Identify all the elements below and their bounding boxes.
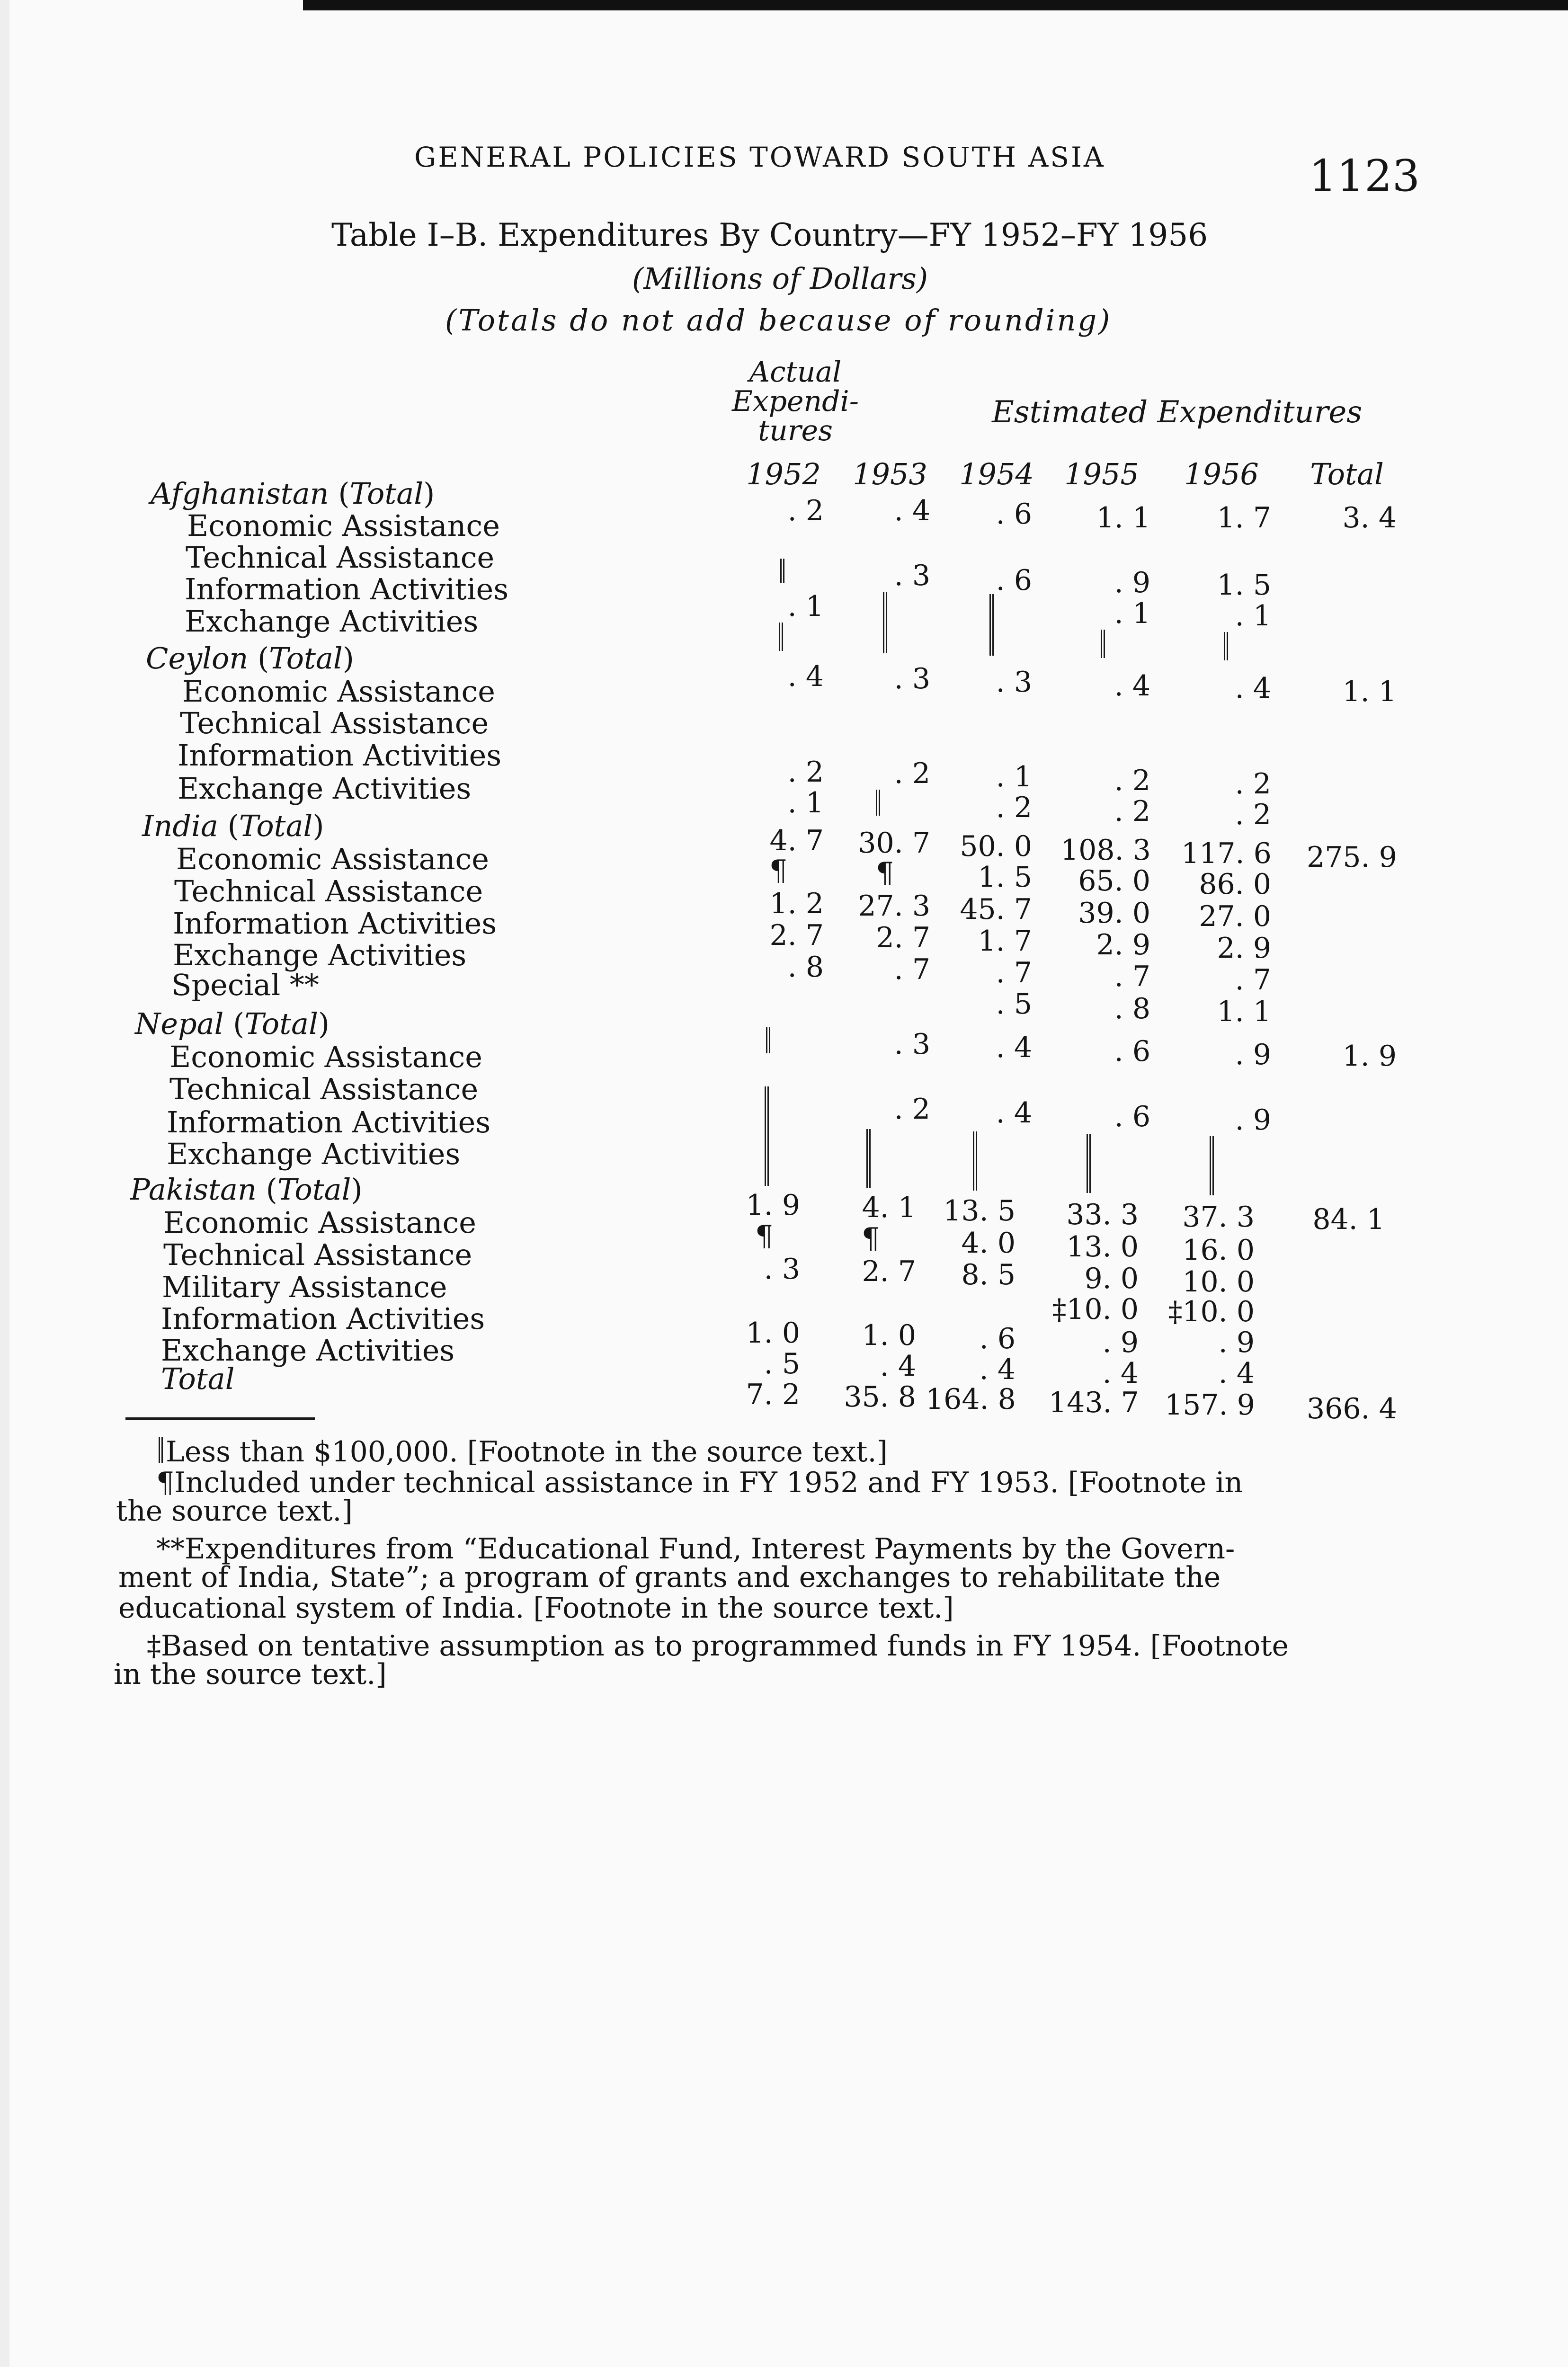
table-cell: . 2 bbox=[1114, 795, 1150, 828]
table-cell: 275. 9 bbox=[1307, 841, 1397, 874]
table-cell: 10. 0 bbox=[1182, 1265, 1255, 1299]
grand-total-label: Total bbox=[161, 1361, 235, 1396]
country-name: Nepal bbox=[135, 1006, 224, 1041]
table-cell: . 1 bbox=[787, 590, 824, 623]
scan-top-edge bbox=[303, 0, 1568, 10]
row-label: Technical Assistance bbox=[186, 540, 495, 575]
table-cell: . 6 bbox=[1114, 1035, 1150, 1068]
table-cell: 1. 5 bbox=[978, 861, 1032, 894]
table-cell: 2. 7 bbox=[876, 921, 930, 954]
pilcrow-marker: ¶ bbox=[755, 1219, 774, 1253]
table-cell: 50. 0 bbox=[960, 830, 1032, 863]
table-cell: 1. 1 bbox=[1342, 675, 1397, 708]
table-cell: 1. 5 bbox=[1217, 569, 1271, 602]
less-than-marker bbox=[883, 592, 887, 653]
table-cell: 9. 0 bbox=[1084, 1262, 1139, 1295]
less-than-marker bbox=[1101, 630, 1105, 658]
table-cell: . 4 bbox=[996, 1031, 1032, 1064]
footnote-line: Included under technical assistance in FY 1952 and FY 1953. [Footnote in bbox=[174, 1466, 1243, 1499]
table-cell: . 6 bbox=[1114, 1100, 1150, 1133]
row-label: Technical Assistance bbox=[169, 1072, 479, 1106]
pilcrow-marker: ¶ bbox=[156, 1466, 175, 1499]
grand-total-cell: 366. 4 bbox=[1307, 1392, 1397, 1425]
country-label: Pakistan (Total) bbox=[130, 1172, 363, 1207]
table-cell: . 9 bbox=[1114, 566, 1150, 599]
scan-left-edge bbox=[0, 0, 9, 2367]
year-header: 1952 bbox=[746, 457, 821, 491]
header-line: Expendi- bbox=[731, 385, 859, 418]
table-cell: 37. 3 bbox=[1182, 1201, 1255, 1234]
table-cell: . 9 bbox=[1102, 1326, 1139, 1359]
less-than-marker bbox=[1210, 1136, 1214, 1195]
grand-total-cell: 7. 2 bbox=[746, 1378, 800, 1411]
table-cell: 117. 6 bbox=[1181, 837, 1272, 870]
table-cell: . 7 bbox=[1114, 960, 1150, 993]
table-cell: . 3 bbox=[996, 666, 1032, 699]
pilcrow-marker: ¶ bbox=[862, 1222, 880, 1255]
header-line: tures bbox=[758, 414, 833, 447]
table-cell: 16. 0 bbox=[1182, 1234, 1255, 1267]
country-name: Afghanistan bbox=[151, 476, 329, 511]
table-cell: 13. 0 bbox=[1066, 1230, 1139, 1264]
actual-expenditures-header bbox=[731, 357, 859, 445]
table-cell: . 1 bbox=[1235, 599, 1271, 632]
table-cell: . 6 bbox=[996, 498, 1032, 531]
less-than-marker bbox=[779, 623, 783, 651]
table-cell: . 4 bbox=[880, 1350, 916, 1383]
table-cell: 1. 2 bbox=[769, 887, 824, 920]
table-cell: . 3 bbox=[764, 1253, 800, 1286]
table-cell: . 1 bbox=[1114, 597, 1150, 630]
table-cell: . 4 bbox=[894, 494, 930, 527]
year-header: 1954 bbox=[959, 457, 1034, 491]
row-label: Exchange Activities bbox=[161, 1333, 455, 1368]
table-cell: . 8 bbox=[1114, 992, 1150, 1025]
row-label: Information Activities bbox=[178, 738, 502, 773]
table-cell: . 5 bbox=[764, 1347, 800, 1380]
footnote-line: the source text.] bbox=[116, 1495, 353, 1528]
table-cell: . 2 bbox=[1235, 798, 1271, 831]
table-cell: . 2 bbox=[787, 494, 824, 527]
country-label: Nepal (Total) bbox=[135, 1006, 330, 1041]
table-cell: . 2 bbox=[1114, 764, 1150, 797]
less-than-marker bbox=[780, 559, 784, 583]
table-cell: . 3 bbox=[894, 559, 930, 592]
total-word: Total bbox=[277, 1172, 351, 1207]
table-cell: 1. 1 bbox=[1217, 995, 1271, 1028]
row-label: Economic Assistance bbox=[169, 1040, 482, 1074]
table-cell: ‡10. 0 bbox=[1052, 1293, 1139, 1326]
year-header: 1955 bbox=[1064, 457, 1139, 491]
less-than-marker bbox=[866, 1129, 871, 1188]
table-cell: 1. 9 bbox=[1342, 1040, 1397, 1073]
footnote-line: in the source text.] bbox=[114, 1658, 387, 1691]
row-label: Information Activities bbox=[167, 1105, 491, 1139]
row-label: Exchange Activities bbox=[185, 604, 479, 639]
grand-total-cell: 164. 8 bbox=[926, 1383, 1016, 1416]
table-cell: 1. 0 bbox=[746, 1317, 800, 1350]
table-cell: . 2 bbox=[894, 1093, 930, 1126]
country-label: India (Total) bbox=[142, 809, 324, 843]
row-label: Exchange Activities bbox=[167, 1137, 461, 1171]
table-cell: 45. 7 bbox=[960, 893, 1032, 926]
footnote-line: educational system of India. [Footnote in the source text.] bbox=[118, 1592, 954, 1625]
row-label: Technical Assistance bbox=[163, 1237, 472, 1272]
country-name: Pakistan bbox=[130, 1172, 257, 1207]
row-label: Exchange Activities bbox=[173, 938, 467, 972]
year-header: Total bbox=[1310, 457, 1384, 491]
table-cell: . 2 bbox=[787, 756, 824, 789]
page-number: 1123 bbox=[1309, 151, 1420, 201]
table-cell: 27. 0 bbox=[1199, 900, 1271, 933]
table-cell: . 4 bbox=[1235, 672, 1271, 705]
table-cell: . 7 bbox=[894, 953, 930, 986]
table-cell: . 5 bbox=[996, 988, 1032, 1021]
country-name: India bbox=[142, 809, 218, 843]
row-label: Information Activities bbox=[173, 906, 497, 941]
table-cell: . 7 bbox=[996, 956, 1032, 989]
less-than-marker bbox=[1224, 632, 1228, 660]
row-label: Technical Assistance bbox=[174, 874, 483, 908]
table-cell: 1. 7 bbox=[1217, 501, 1271, 534]
less-than-marker bbox=[159, 1437, 163, 1463]
table-title: Table I–B. Expenditures By Country—FY 1952–FY 1956 bbox=[331, 217, 1208, 253]
table-cell: 1. 9 bbox=[746, 1189, 800, 1222]
year-header: 1956 bbox=[1184, 457, 1259, 491]
less-than-marker bbox=[765, 1086, 769, 1186]
table-cell: . 3 bbox=[894, 662, 930, 695]
country-name: Ceylon bbox=[146, 641, 249, 676]
table-cell: 1. 0 bbox=[862, 1319, 916, 1352]
table-cell: . 2 bbox=[894, 757, 930, 790]
table-cell: 65. 0 bbox=[1078, 864, 1150, 898]
table-cell: 39. 0 bbox=[1078, 897, 1150, 930]
table-cell: 4. 1 bbox=[862, 1191, 916, 1224]
table-cell: 2. 7 bbox=[769, 919, 824, 952]
table-cell: 3. 4 bbox=[1342, 501, 1397, 534]
total-word: Total bbox=[239, 809, 313, 843]
footnote-rule bbox=[125, 1417, 315, 1420]
table-cell: 30. 7 bbox=[858, 827, 930, 860]
row-label: Economic Assistance bbox=[176, 842, 489, 876]
less-than-marker bbox=[876, 790, 880, 816]
table-cell: 86. 0 bbox=[1199, 868, 1271, 901]
row-label: Information Activities bbox=[161, 1301, 485, 1336]
table-cell: . 9 bbox=[1235, 1038, 1271, 1071]
total-word: Total bbox=[244, 1006, 318, 1041]
table-cell: . 4 bbox=[787, 660, 824, 693]
table-cell: . 4 bbox=[1102, 1357, 1139, 1390]
total-word: Total bbox=[269, 641, 343, 676]
table-cell: . 6 bbox=[979, 1322, 1016, 1355]
table-cell: 2. 7 bbox=[862, 1255, 916, 1288]
table-cell: . 7 bbox=[1235, 963, 1271, 997]
table-rounding-note: (Totals do not add because of rounding) bbox=[445, 303, 1112, 338]
grand-total-cell: 143. 7 bbox=[1049, 1386, 1139, 1419]
row-label: Information Activities bbox=[185, 572, 509, 606]
less-than-marker bbox=[1087, 1134, 1091, 1193]
footnote-line: ment of India, State”; a program of grants and exchanges to rehabilitate the bbox=[118, 1561, 1221, 1594]
total-word: Total bbox=[349, 476, 424, 511]
year-header: 1953 bbox=[853, 457, 927, 491]
footnote-less-than: Less than $100,000. [Footnote in the source text.] bbox=[166, 1435, 888, 1468]
row-label: Military Assistance bbox=[162, 1270, 447, 1304]
grand-total-cell: 35. 8 bbox=[844, 1380, 916, 1414]
less-than-marker bbox=[766, 1027, 770, 1053]
table-subtitle: (Millions of Dollars) bbox=[632, 261, 928, 296]
footnote-special: **Expenditures from “Educational Fund, Interest Payments by the Govern- bbox=[156, 1532, 1235, 1566]
table-cell: . 3 bbox=[894, 1028, 930, 1061]
running-head: GENERAL POLICIES TOWARD SOUTH ASIA bbox=[414, 141, 1105, 173]
row-label: Technical Assistance bbox=[180, 706, 489, 740]
table-cell: 1. 1 bbox=[1096, 501, 1150, 534]
footnote-double-dagger: ‡Based on tentative assumption as to programmed funds in FY 1954. [Footnote bbox=[147, 1629, 1289, 1663]
table-cell: ‡10. 0 bbox=[1168, 1295, 1255, 1328]
table-cell: . 1 bbox=[996, 760, 1032, 793]
table-cell: 4. 0 bbox=[961, 1227, 1016, 1260]
table-cell: 2. 9 bbox=[1096, 928, 1150, 961]
table-cell: . 4 bbox=[1218, 1357, 1255, 1390]
table-cell: . 9 bbox=[1218, 1326, 1255, 1359]
row-label: Special ** bbox=[171, 968, 319, 1002]
estimated-expenditures-header: Estimated Expenditures bbox=[992, 395, 1363, 430]
table-cell: 13. 5 bbox=[943, 1194, 1016, 1228]
table-cell: . 2 bbox=[1235, 767, 1271, 801]
row-label: Economic Assistance bbox=[163, 1205, 476, 1240]
table-cell: . 4 bbox=[979, 1353, 1016, 1386]
table-cell: . 4 bbox=[1114, 669, 1150, 703]
less-than-marker bbox=[973, 1131, 977, 1191]
table-cell: 84. 1 bbox=[1312, 1203, 1385, 1236]
less-than-marker bbox=[989, 594, 994, 656]
row-label: Economic Assistance bbox=[182, 674, 495, 709]
table-cell: 33. 3 bbox=[1066, 1198, 1139, 1231]
grand-total-cell: 157. 9 bbox=[1165, 1388, 1255, 1422]
table-cell: . 2 bbox=[996, 791, 1032, 824]
table-cell: . 8 bbox=[787, 951, 824, 984]
row-label: Economic Assistance bbox=[187, 508, 500, 543]
table-cell: 108. 3 bbox=[1060, 834, 1151, 867]
table-cell: 2. 9 bbox=[1217, 932, 1271, 965]
country-label: Ceylon (Total) bbox=[146, 641, 354, 676]
table-cell: 27. 3 bbox=[858, 890, 930, 923]
table-cell: 8. 5 bbox=[961, 1258, 1016, 1291]
table-cell: . 1 bbox=[787, 786, 824, 819]
country-label: Afghanistan (Total) bbox=[151, 476, 435, 511]
row-label: Exchange Activities bbox=[178, 771, 472, 806]
table-cell: 4. 7 bbox=[769, 824, 824, 857]
table-cell: . 4 bbox=[996, 1096, 1032, 1130]
table-cell: 1. 7 bbox=[978, 925, 1032, 958]
table-cell: . 9 bbox=[1235, 1103, 1271, 1137]
footnote-pilcrow bbox=[156, 1468, 1243, 1498]
pilcrow-marker: ¶ bbox=[769, 854, 788, 887]
table-cell: . 6 bbox=[996, 564, 1032, 597]
header-line: Actual bbox=[749, 356, 842, 389]
pilcrow-marker: ¶ bbox=[876, 856, 894, 890]
